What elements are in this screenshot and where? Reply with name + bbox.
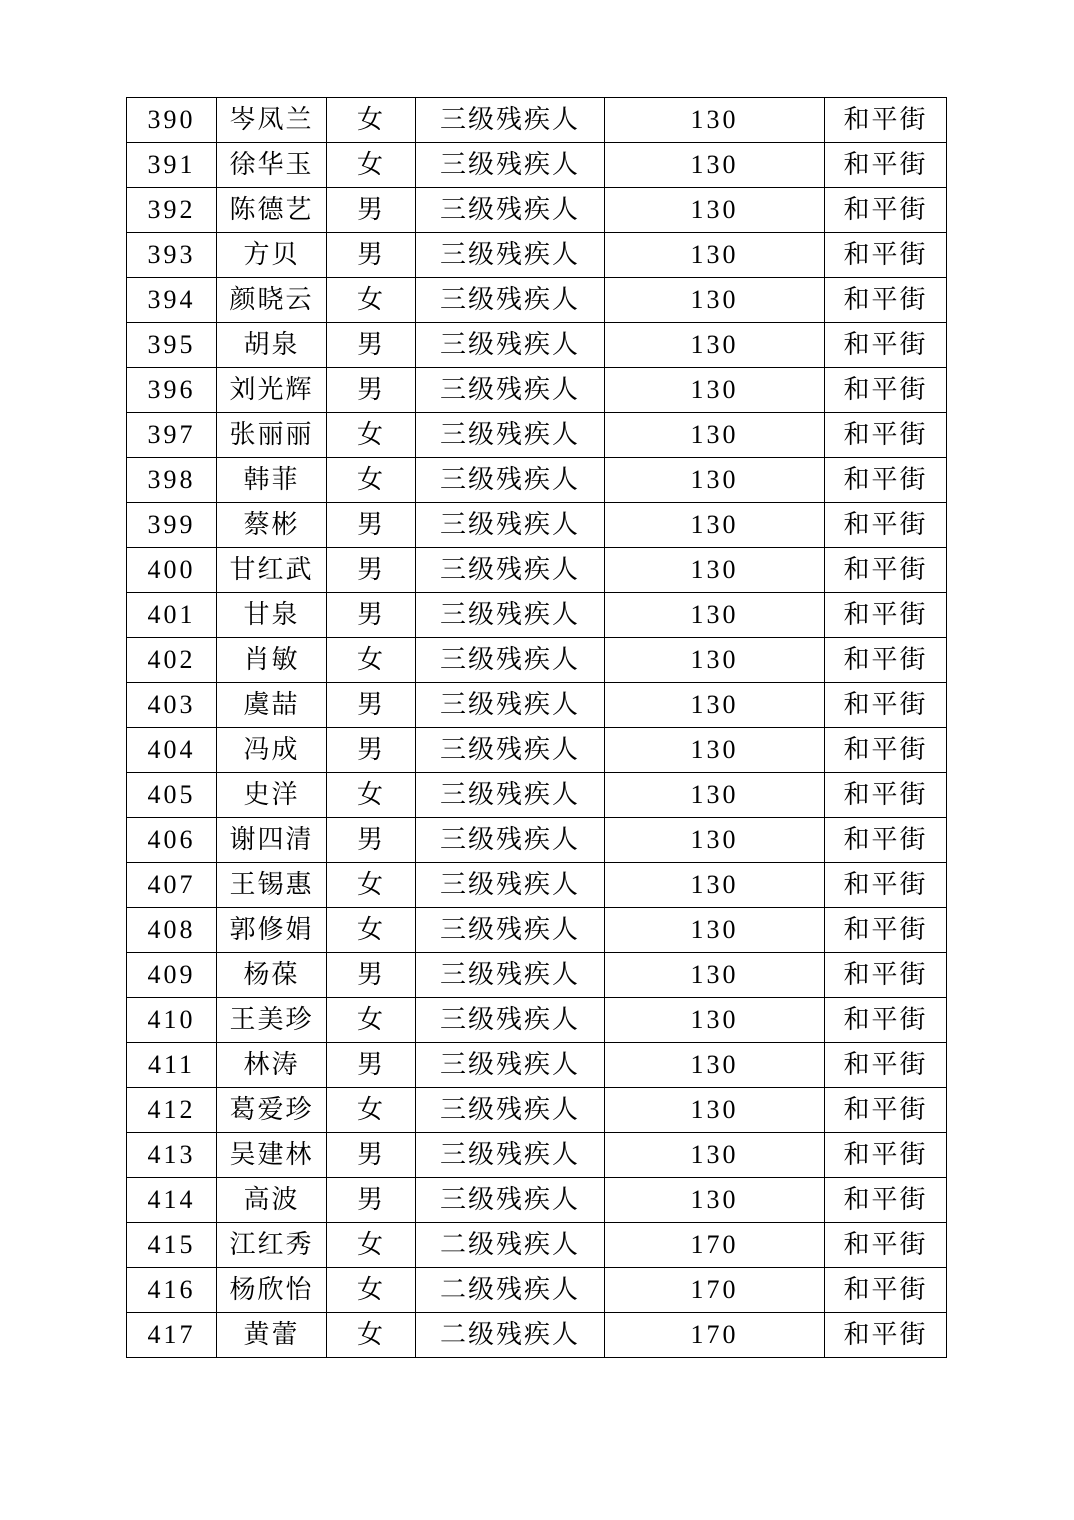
cell-gender: 男 [327,503,416,548]
cell-street: 和平街 [825,413,947,458]
cell-serial-number: 396 [127,368,217,413]
cell-gender: 女 [327,1223,416,1268]
cell-disability-level: 三级残疾人 [416,548,605,593]
cell-amount: 130 [605,413,825,458]
cell-gender: 男 [327,1133,416,1178]
cell-street: 和平街 [825,1313,947,1358]
cell-disability-level: 三级残疾人 [416,773,605,818]
table-row [127,863,947,908]
cell-gender: 女 [327,908,416,953]
cell-name: 冯成 [217,728,327,773]
cell-gender: 女 [327,1268,416,1313]
cell-street: 和平街 [825,458,947,503]
cell-amount: 130 [605,278,825,323]
cell-street: 和平街 [825,548,947,593]
cell-amount: 130 [605,593,825,638]
cell-name: 吴建林 [217,1133,327,1178]
roster-table [126,97,947,1358]
cell-street: 和平街 [825,98,947,143]
cell-street: 和平街 [825,953,947,998]
table-row [127,818,947,863]
cell-serial-number: 410 [127,998,217,1043]
cell-serial-number: 391 [127,143,217,188]
table-row [127,233,947,278]
cell-serial-number: 413 [127,1133,217,1178]
cell-name: 徐华玉 [217,143,327,188]
cell-serial-number: 407 [127,863,217,908]
cell-serial-number: 398 [127,458,217,503]
table-row [127,1043,947,1088]
cell-disability-level: 三级残疾人 [416,1133,605,1178]
cell-amount: 130 [605,233,825,278]
cell-disability-level: 三级残疾人 [416,278,605,323]
cell-street: 和平街 [825,323,947,368]
table-row [127,908,947,953]
cell-disability-level: 三级残疾人 [416,818,605,863]
cell-serial-number: 405 [127,773,217,818]
cell-serial-number: 390 [127,98,217,143]
cell-name: 高波 [217,1178,327,1223]
cell-amount: 130 [605,143,825,188]
cell-gender: 男 [327,233,416,278]
cell-serial-number: 395 [127,323,217,368]
cell-gender: 女 [327,458,416,503]
table-row [127,1088,947,1133]
cell-amount: 130 [605,548,825,593]
table-row [127,998,947,1043]
cell-disability-level: 二级残疾人 [416,1313,605,1358]
cell-amount: 130 [605,1133,825,1178]
table-row [127,548,947,593]
cell-street: 和平街 [825,863,947,908]
cell-name: 郭修娟 [217,908,327,953]
cell-disability-level: 三级残疾人 [416,1088,605,1133]
table-row [127,458,947,503]
cell-serial-number: 404 [127,728,217,773]
table-row [127,1313,947,1358]
cell-name: 岑凤兰 [217,98,327,143]
cell-amount: 130 [605,98,825,143]
cell-gender: 女 [327,863,416,908]
cell-gender: 男 [327,593,416,638]
cell-gender: 女 [327,278,416,323]
cell-serial-number: 417 [127,1313,217,1358]
table-row [127,683,947,728]
cell-gender: 男 [327,953,416,998]
cell-amount: 170 [605,1223,825,1268]
cell-serial-number: 414 [127,1178,217,1223]
cell-name: 蔡彬 [217,503,327,548]
cell-street: 和平街 [825,593,947,638]
cell-serial-number: 411 [127,1043,217,1088]
cell-amount: 130 [605,773,825,818]
cell-amount: 130 [605,323,825,368]
cell-gender: 女 [327,413,416,458]
cell-serial-number: 394 [127,278,217,323]
cell-street: 和平街 [825,683,947,728]
cell-street: 和平街 [825,1043,947,1088]
cell-serial-number: 408 [127,908,217,953]
cell-gender: 女 [327,998,416,1043]
cell-gender: 男 [327,683,416,728]
cell-disability-level: 三级残疾人 [416,953,605,998]
cell-gender: 男 [327,1178,416,1223]
cell-serial-number: 400 [127,548,217,593]
cell-amount: 170 [605,1313,825,1358]
cell-name: 胡泉 [217,323,327,368]
cell-name: 王锡惠 [217,863,327,908]
cell-name: 方贝 [217,233,327,278]
cell-name: 黄蕾 [217,1313,327,1358]
table-row [127,1268,947,1313]
cell-amount: 130 [605,638,825,683]
cell-disability-level: 三级残疾人 [416,413,605,458]
cell-disability-level: 三级残疾人 [416,458,605,503]
cell-street: 和平街 [825,908,947,953]
cell-amount: 130 [605,503,825,548]
cell-gender: 男 [327,368,416,413]
cell-amount: 130 [605,953,825,998]
cell-gender: 女 [327,773,416,818]
cell-disability-level: 三级残疾人 [416,908,605,953]
cell-disability-level: 三级残疾人 [416,998,605,1043]
cell-disability-level: 三级残疾人 [416,143,605,188]
cell-amount: 130 [605,1088,825,1133]
cell-amount: 130 [605,728,825,773]
cell-serial-number: 415 [127,1223,217,1268]
table-row [127,1133,947,1178]
table-row [127,1223,947,1268]
cell-disability-level: 三级残疾人 [416,233,605,278]
cell-name: 杨葆 [217,953,327,998]
cell-name: 林涛 [217,1043,327,1088]
cell-gender: 女 [327,98,416,143]
cell-street: 和平街 [825,818,947,863]
table-row [127,278,947,323]
cell-name: 史洋 [217,773,327,818]
cell-gender: 女 [327,143,416,188]
cell-disability-level: 三级残疾人 [416,188,605,233]
cell-name: 甘泉 [217,593,327,638]
table-row [127,728,947,773]
table-row [127,953,947,998]
cell-amount: 130 [605,368,825,413]
cell-disability-level: 三级残疾人 [416,1178,605,1223]
cell-name: 颜晓云 [217,278,327,323]
cell-name: 刘光辉 [217,368,327,413]
cell-name: 甘红武 [217,548,327,593]
cell-gender: 男 [327,188,416,233]
cell-disability-level: 三级残疾人 [416,863,605,908]
cell-gender: 男 [327,818,416,863]
cell-gender: 女 [327,1088,416,1133]
cell-amount: 130 [605,188,825,233]
cell-serial-number: 406 [127,818,217,863]
cell-street: 和平街 [825,1088,947,1133]
cell-disability-level: 三级残疾人 [416,1043,605,1088]
cell-serial-number: 409 [127,953,217,998]
cell-street: 和平街 [825,998,947,1043]
cell-disability-level: 三级残疾人 [416,728,605,773]
cell-amount: 130 [605,908,825,953]
cell-street: 和平街 [825,1268,947,1313]
cell-name: 杨欣怡 [217,1268,327,1313]
table-row [127,368,947,413]
cell-amount: 130 [605,458,825,503]
cell-street: 和平街 [825,233,947,278]
cell-serial-number: 416 [127,1268,217,1313]
cell-street: 和平街 [825,143,947,188]
table-row [127,143,947,188]
table-row [127,773,947,818]
cell-name: 张丽丽 [217,413,327,458]
cell-serial-number: 403 [127,683,217,728]
cell-amount: 130 [605,683,825,728]
cell-name: 陈德艺 [217,188,327,233]
cell-serial-number: 401 [127,593,217,638]
cell-name: 王美珍 [217,998,327,1043]
cell-name: 韩菲 [217,458,327,503]
cell-street: 和平街 [825,368,947,413]
table-row [127,1178,947,1223]
cell-name: 江红秀 [217,1223,327,1268]
cell-gender: 男 [327,728,416,773]
cell-street: 和平街 [825,1223,947,1268]
cell-street: 和平街 [825,728,947,773]
cell-disability-level: 三级残疾人 [416,368,605,413]
cell-gender: 男 [327,323,416,368]
cell-disability-level: 三级残疾人 [416,638,605,683]
cell-disability-level: 三级残疾人 [416,503,605,548]
cell-street: 和平街 [825,278,947,323]
cell-street: 和平街 [825,773,947,818]
table-row [127,503,947,548]
cell-serial-number: 397 [127,413,217,458]
cell-name: 虞喆 [217,683,327,728]
cell-street: 和平街 [825,638,947,683]
table-row [127,188,947,233]
table-row [127,323,947,368]
cell-street: 和平街 [825,1133,947,1178]
cell-amount: 130 [605,1043,825,1088]
cell-disability-level: 三级残疾人 [416,323,605,368]
cell-amount: 170 [605,1268,825,1313]
table-row [127,98,947,143]
cell-disability-level: 二级残疾人 [416,1268,605,1313]
cell-street: 和平街 [825,188,947,233]
cell-name: 肖敏 [217,638,327,683]
cell-gender: 女 [327,1313,416,1358]
cell-amount: 130 [605,1178,825,1223]
cell-gender: 男 [327,1043,416,1088]
cell-serial-number: 402 [127,638,217,683]
cell-amount: 130 [605,998,825,1043]
table-row [127,413,947,458]
cell-street: 和平街 [825,503,947,548]
cell-street: 和平街 [825,1178,947,1223]
cell-disability-level: 二级残疾人 [416,1223,605,1268]
cell-gender: 女 [327,638,416,683]
cell-disability-level: 三级残疾人 [416,593,605,638]
cell-amount: 130 [605,863,825,908]
cell-serial-number: 412 [127,1088,217,1133]
cell-disability-level: 三级残疾人 [416,98,605,143]
cell-gender: 男 [327,548,416,593]
cell-serial-number: 399 [127,503,217,548]
roster-table-body [127,98,947,1358]
cell-serial-number: 392 [127,188,217,233]
cell-serial-number: 393 [127,233,217,278]
cell-name: 谢四清 [217,818,327,863]
cell-amount: 130 [605,818,825,863]
table-row [127,638,947,683]
cell-name: 葛爱珍 [217,1088,327,1133]
table-row [127,593,947,638]
cell-disability-level: 三级残疾人 [416,683,605,728]
